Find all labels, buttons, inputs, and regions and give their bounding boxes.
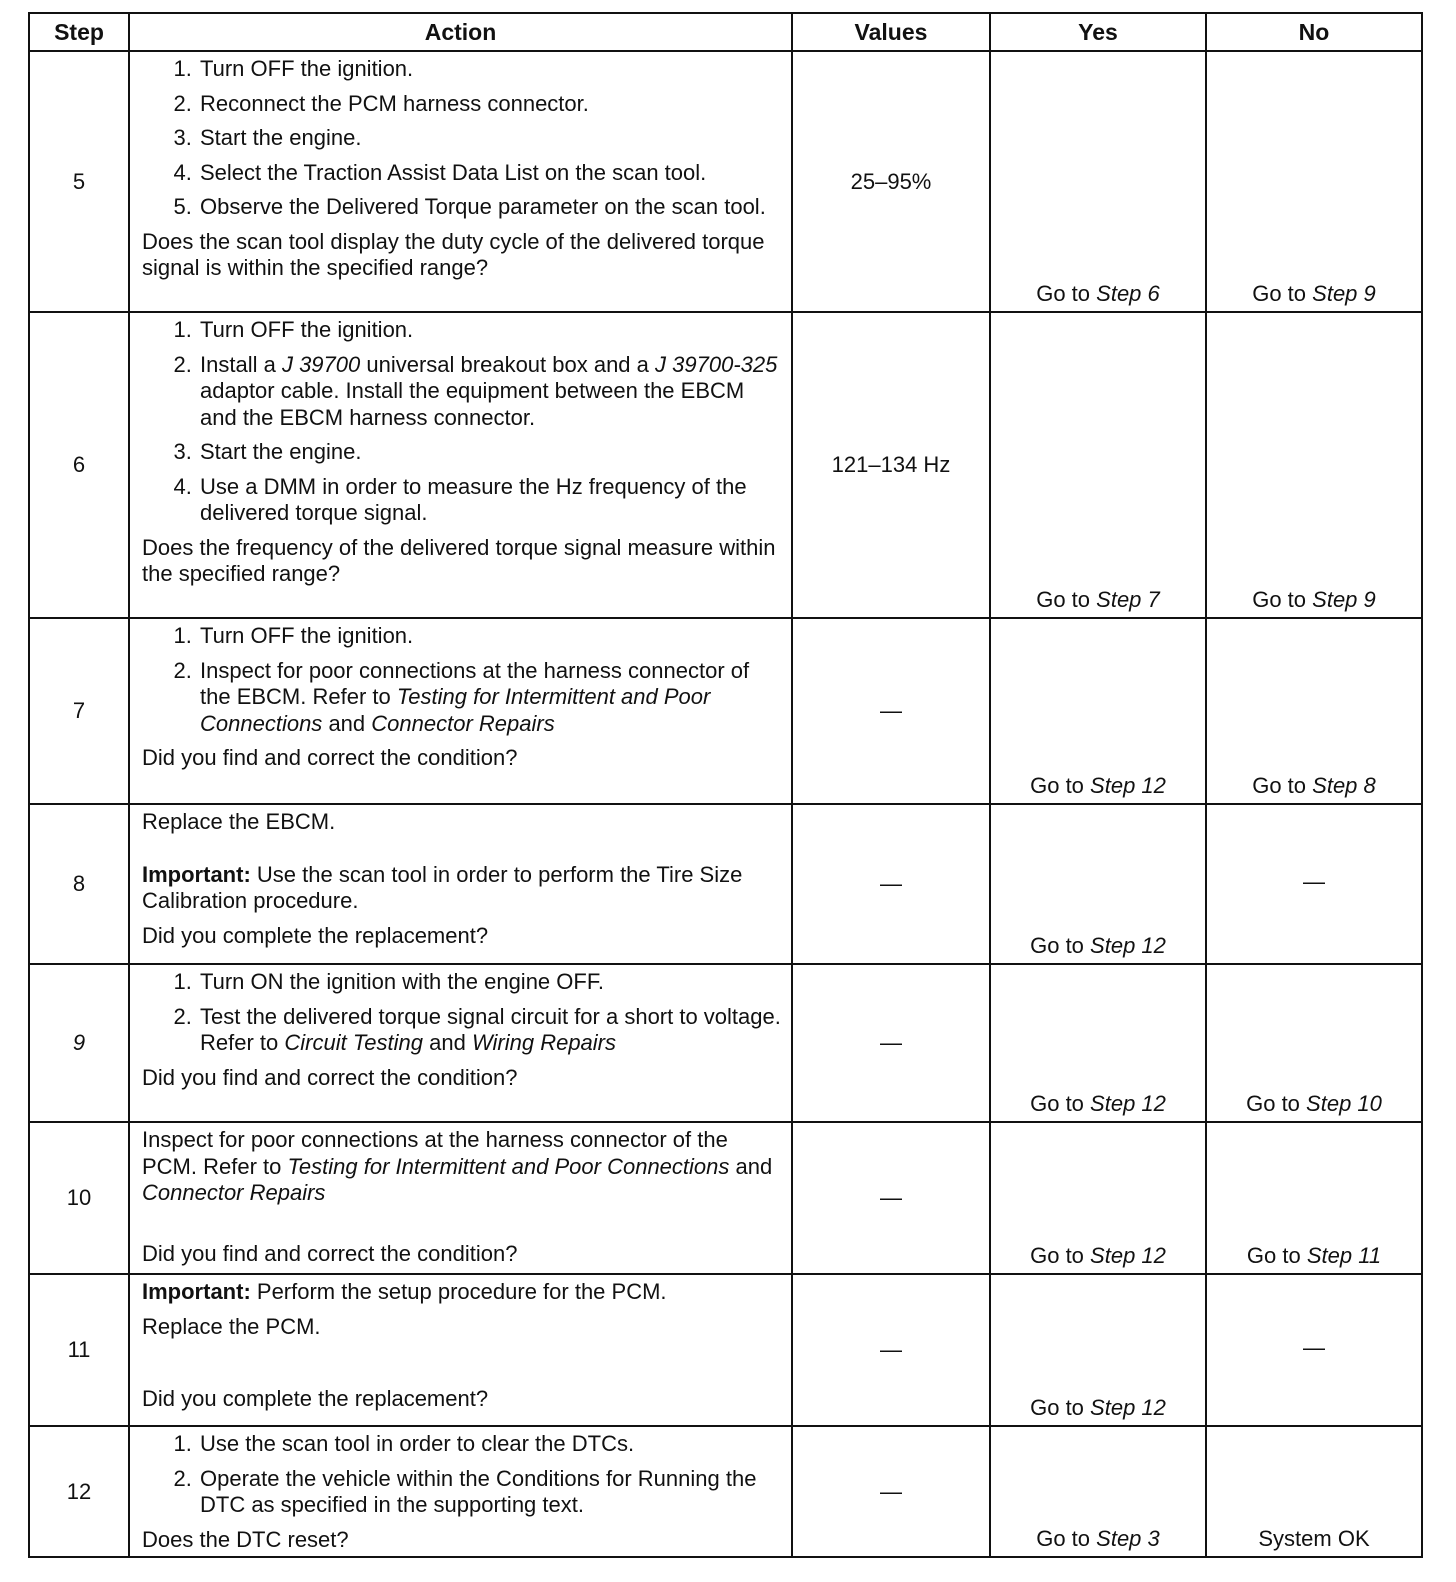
- action-cell: [129, 964, 792, 1122]
- step-link[interactable]: Step 12: [1090, 1395, 1166, 1420]
- tool-reference: J 39700-325: [655, 351, 778, 377]
- yes-cell: [990, 312, 1206, 618]
- important-text: Use the scan tool in order to perform the Tire Size Calibration procedure.: [142, 861, 743, 913]
- and-text: and: [735, 1153, 773, 1179]
- reference-link[interactable]: Connector Repairs: [142, 1180, 326, 1205]
- list-item: [198, 352, 781, 432]
- go-to-label: Go to: [1030, 1243, 1084, 1268]
- reference-link[interactable]: Circuit Testing: [284, 1030, 423, 1055]
- no-cell: [1206, 618, 1422, 804]
- yes-cell: [990, 804, 1206, 964]
- value-dash: —: [880, 1185, 902, 1210]
- list-item: 3. Start the engine.: [198, 439, 781, 466]
- value-dash: —: [880, 698, 902, 723]
- list-item: 4. Select the Traction Assist Data List on the scan tool.: [198, 160, 781, 187]
- step-number: 9: [29, 964, 129, 1122]
- question: Did you find and correct the condition?: [142, 1064, 518, 1090]
- yes-cell: [990, 1122, 1206, 1274]
- question: Did you complete the replacement?: [142, 1386, 489, 1411]
- list-item: 2. Reconnect the PCM harness connector.: [198, 91, 781, 118]
- value-cell: [792, 1274, 990, 1426]
- list-item: 5. Observe the Delivered Torque parameter on the scan tool.: [198, 194, 781, 221]
- system-ok-text: System OK: [1258, 1526, 1370, 1551]
- no-cell: [1206, 1274, 1422, 1426]
- value-dash: —: [880, 871, 902, 896]
- value-dash: —: [880, 1478, 902, 1504]
- step-link[interactable]: Step 10: [1306, 1091, 1382, 1116]
- value-cell: [792, 312, 990, 618]
- table-row: [29, 51, 1422, 312]
- step-number: 12: [29, 1426, 129, 1557]
- action-list: [142, 623, 781, 737]
- go-to-label: Go to: [1030, 1091, 1084, 1116]
- value-cell: [792, 964, 990, 1122]
- value-text: 121–134 Hz: [831, 452, 951, 477]
- no-dash: —: [1303, 1335, 1325, 1360]
- reference-link[interactable]: Wiring Repairs: [471, 1030, 617, 1055]
- text-segment: adaptor cable. Install the equipment between the EBCM and the EBCM harness connector.: [200, 378, 745, 430]
- yes-cell: [990, 964, 1206, 1122]
- header-values: Values: [792, 13, 990, 51]
- go-to-label: Go to: [1030, 933, 1084, 958]
- step-number: 8: [29, 804, 129, 964]
- step-link[interactable]: Step 9: [1312, 587, 1376, 612]
- value-cell: [792, 1122, 990, 1274]
- table-row: [29, 312, 1422, 618]
- step-number: 11: [29, 1274, 129, 1426]
- tool-reference: J 39700: [281, 351, 361, 377]
- action-cell: [129, 1122, 792, 1274]
- go-to-label: Go to: [1036, 281, 1091, 306]
- table-row: [29, 804, 1422, 964]
- value-dash: —: [880, 1337, 902, 1362]
- header-yes: Yes: [990, 13, 1206, 51]
- list-item: 1. Turn OFF the ignition.: [198, 623, 781, 650]
- step-number: 6: [29, 312, 129, 618]
- go-to-label: Go to: [1246, 1243, 1301, 1268]
- no-cell: [1206, 804, 1422, 964]
- go-to-label: Go to: [1036, 1526, 1091, 1551]
- diagnostic-table: [28, 12, 1423, 1558]
- yes-cell: [990, 51, 1206, 312]
- step-link[interactable]: Step 6: [1096, 281, 1160, 306]
- header-step: Step: [29, 13, 129, 51]
- step-link[interactable]: Step 12: [1090, 933, 1166, 958]
- yes-cell: [990, 618, 1206, 804]
- no-cell: [1206, 964, 1422, 1122]
- reference-link[interactable]: Testing for Intermittent and Poor Connections: [287, 1153, 730, 1179]
- table-row: [29, 1274, 1422, 1426]
- action-cell: [129, 312, 792, 618]
- and-text: and: [429, 1030, 466, 1055]
- question: Does the frequency of the delivered torque signal measure within the specified range?: [142, 534, 776, 586]
- step-number: 7: [29, 618, 129, 804]
- action-text: [142, 1127, 781, 1207]
- question: Did you complete the replacement?: [142, 922, 489, 948]
- action-cell: [129, 618, 792, 804]
- action-cell: [129, 1274, 792, 1426]
- table-row: [29, 1122, 1422, 1274]
- no-dash: —: [1303, 869, 1325, 894]
- list-item: 1. Use the scan tool in order to clear the DTCs.: [198, 1431, 781, 1458]
- text-segment: Inspect for poor connections at the harness connector of the PCM. Refer to: [142, 1127, 728, 1179]
- go-to-label: Go to: [1252, 281, 1307, 306]
- action-cell: [129, 1426, 792, 1557]
- value-text: 25–95%: [850, 168, 932, 194]
- no-cell: [1206, 1426, 1422, 1557]
- yes-cell: [990, 1274, 1206, 1426]
- value-cell: [792, 51, 990, 312]
- action-text: Replace the EBCM.: [142, 809, 336, 834]
- table-row: [29, 1426, 1422, 1557]
- important-label: Important:: [142, 1279, 251, 1304]
- text-segment: Inspect for poor connections at the harness connector of the EBCM. Refer to: [200, 657, 750, 709]
- step-number: 10: [29, 1122, 129, 1274]
- table-row: [29, 618, 1422, 804]
- question: Does the DTC reset?: [142, 1526, 349, 1552]
- question: Did you find and correct the condition?: [142, 1240, 518, 1266]
- action-list: [142, 317, 781, 527]
- action-cell: [129, 51, 792, 312]
- list-item: 4. Use a DMM in order to measure the Hz frequency of the delivered torque signal.: [198, 474, 781, 527]
- value-dash: —: [880, 1030, 902, 1055]
- header-action: Action: [129, 13, 792, 51]
- question: Does the scan tool display the duty cycle of the delivered torque signal is within the specified range?: [142, 228, 765, 280]
- list-item: [198, 1004, 781, 1057]
- important-text: Perform the setup procedure for the PCM.: [256, 1279, 667, 1304]
- step-number: 5: [29, 51, 129, 312]
- text-segment: Test the delivered torque signal circuit for a short to voltage. Refer to: [200, 1003, 781, 1055]
- step-link[interactable]: Step 3: [1096, 1526, 1160, 1551]
- go-to-label: Go to: [1030, 773, 1084, 798]
- step-link[interactable]: Step 12: [1090, 773, 1166, 798]
- step-link[interactable]: Step 7: [1096, 587, 1160, 612]
- action-list: [142, 56, 781, 221]
- header-row: [29, 13, 1422, 51]
- value-cell: [792, 618, 990, 804]
- no-cell: [1206, 312, 1422, 618]
- list-item: 2. Operate the vehicle within the Conditions for Running the DTC as specified in the supporting text.: [198, 1466, 781, 1519]
- action-text: Replace the PCM.: [142, 1313, 321, 1339]
- action-list: [142, 1431, 781, 1519]
- list-item: 1. Turn OFF the ignition.: [198, 56, 781, 83]
- value-cell: [792, 804, 990, 964]
- go-to-label: Go to: [1252, 773, 1307, 798]
- go-to-label: Go to: [1030, 1395, 1084, 1420]
- important-label: Important:: [142, 861, 251, 887]
- list-item: 1. Turn OFF the ignition.: [198, 317, 781, 344]
- step-link[interactable]: Step 11: [1306, 1243, 1382, 1268]
- reference-link[interactable]: Connector Repairs: [371, 710, 555, 736]
- step-link[interactable]: Step 12: [1090, 1091, 1166, 1116]
- list-item: [198, 658, 781, 738]
- question: Did you find and correct the condition?: [142, 745, 518, 770]
- no-cell: [1206, 1122, 1422, 1274]
- list-item: 1. Turn ON the ignition with the engine OFF.: [198, 969, 781, 996]
- list-item: 3. Start the engine.: [198, 125, 781, 152]
- important-note: [142, 862, 781, 915]
- no-cell: [1206, 51, 1422, 312]
- go-to-label: Go to: [1252, 587, 1307, 612]
- value-cell: [792, 1426, 990, 1557]
- go-to-label: Go to: [1036, 587, 1091, 612]
- step-link[interactable]: Step 12: [1090, 1243, 1166, 1268]
- step-link[interactable]: Step 9: [1312, 281, 1376, 306]
- step-link[interactable]: Step 8: [1312, 773, 1376, 798]
- action-cell: [129, 804, 792, 964]
- table-row: [29, 964, 1422, 1122]
- go-to-label: Go to: [1246, 1091, 1300, 1116]
- text-segment: Install a: [200, 351, 276, 377]
- reference-link[interactable]: Testing for Intermittent and Poor Connections: [200, 684, 711, 736]
- and-text: and: [328, 710, 366, 736]
- header-no: No: [1206, 13, 1422, 51]
- important-note: [142, 1279, 781, 1306]
- text-segment: universal breakout box and a: [366, 351, 649, 377]
- action-list: [142, 969, 781, 1057]
- yes-cell: [990, 1426, 1206, 1557]
